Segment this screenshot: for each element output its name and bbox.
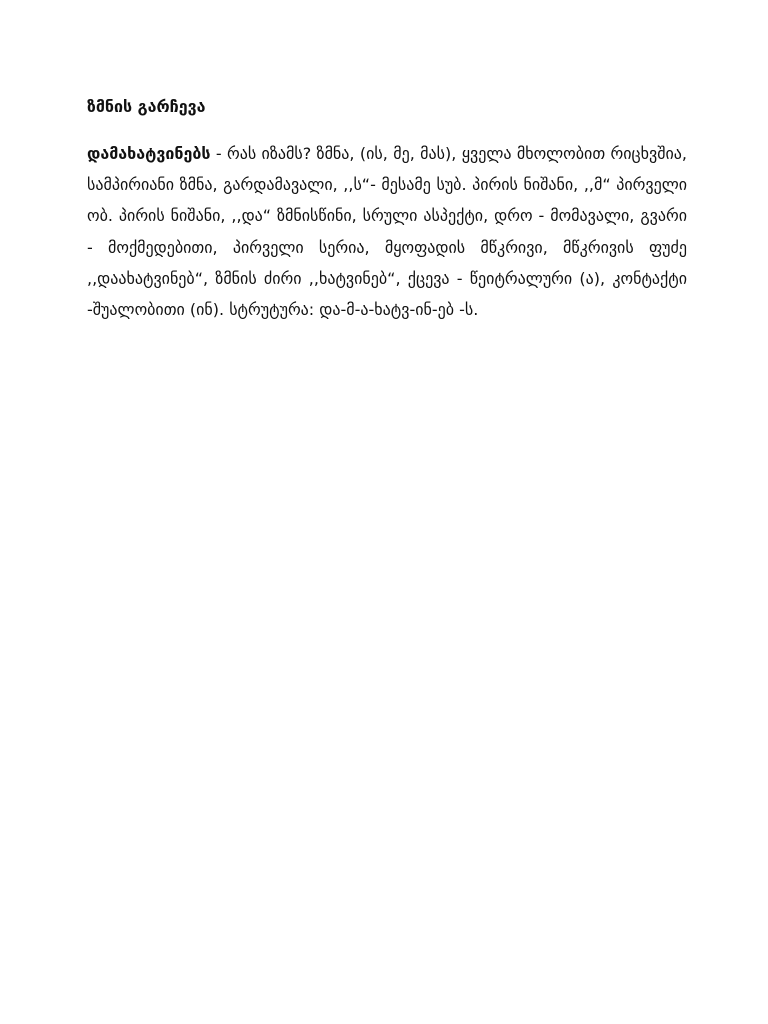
- analyzed-verb: დამახატვინებს: [87, 144, 211, 163]
- document-content: [87, 92, 687, 325]
- analysis-paragraph: [87, 138, 687, 325]
- analysis-text: - რას იზამს? ზმნა, (ის, მე, მას), ყველა მხოლობით რიცხვშია, სამპირიანი ზმნა, გარდამავალი, ,,ს“- მესამე სუბ. პირის ნიშანი, ,,მ“ პირველი ობ. პირის ნიშანი, ,,და“ ზმნისწინი, სრული ასპექტი, დრო - მომავალი, გვარი - მოქმედებითი, პირველი სერია, მყოფადის მწკრივი, მწკრივის ფუძე ,,დაახატვინებ“, ზმნის ძირი ,,ხატვინებ“, ქცევა - წეიტრალური (ა), კონტაქტი -შუალობითი (ინ). სტრუტურა: და-მ-ა-ხატვ-ინ-ებ -ს.: [87, 144, 687, 320]
- document-heading: ზმნის გარჩევა: [87, 97, 206, 116]
